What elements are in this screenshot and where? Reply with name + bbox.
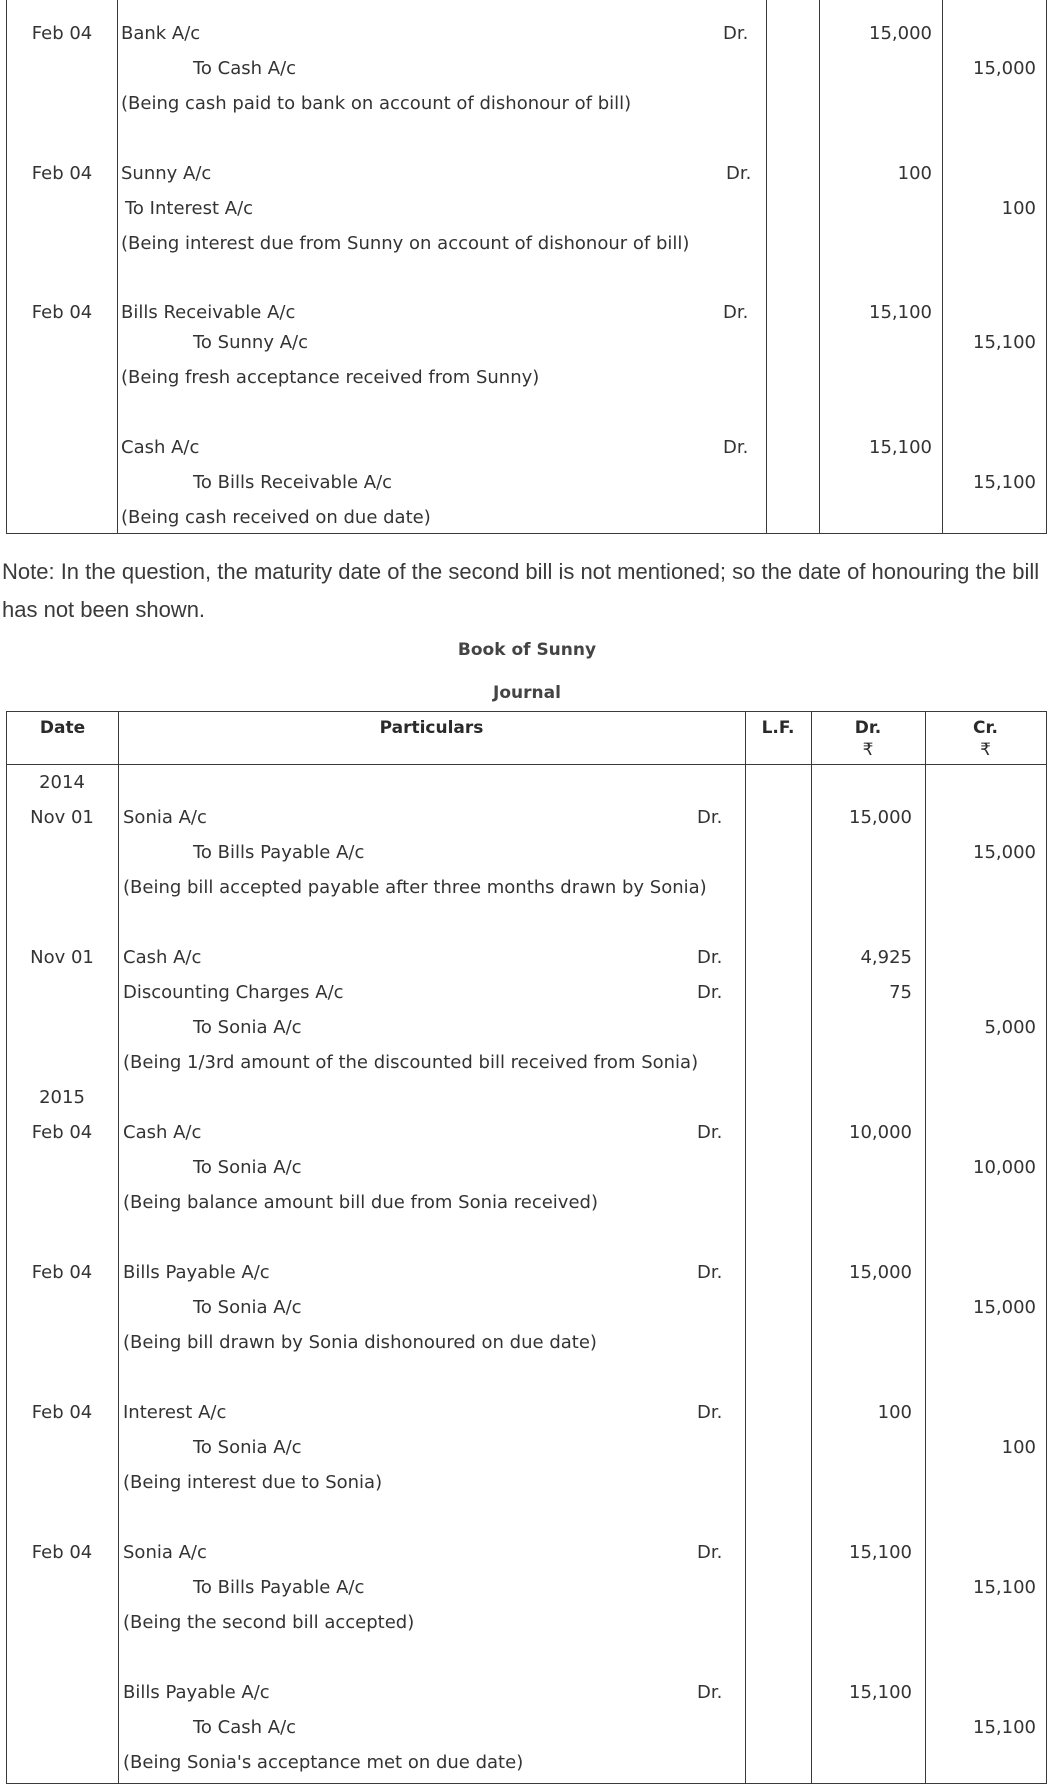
credit-account: To Sonia A/c [193,1437,302,1458]
entry-date: Feb 04 [31,1262,93,1283]
credit-amount: 15,100 [973,332,1036,353]
credit-amount: 15,000 [973,842,1036,863]
debit-account: Bank A/c [121,23,201,44]
header-lf: L.F. [761,718,795,738]
narration: (Being cash paid to bank on account of dishonour of bill) [121,93,632,114]
column-divider [942,0,943,533]
credit-account: To Sonia A/c [193,1297,302,1318]
dr-mark: Dr. [697,1122,723,1143]
credit-account: To Bills Payable A/c [193,1577,365,1598]
debit-amount: 100 [897,163,932,184]
credit-amount: 100 [1001,198,1036,219]
entry-date: Feb 04 [31,163,93,184]
narration: (Being the second bill accepted) [123,1612,415,1633]
debit-account: Sonia A/c [123,1542,207,1563]
debit-amount: 15,000 [849,1262,912,1283]
dr-mark: Dr. [723,302,749,323]
column-divider [766,0,767,533]
credit-amount: 15,100 [973,472,1036,493]
column-divider [811,712,812,1783]
narration: (Being 1/3rd amount of the discounted bill received from Sonia) [123,1052,699,1073]
narration: (Being Sonia's acceptance met on due date) [123,1752,524,1773]
credit-account: To Sonia A/c [193,1157,302,1178]
credit-amount: 15,100 [973,1577,1036,1598]
debit-amount: 75 [889,982,912,1003]
debit-amount: 15,000 [849,807,912,828]
header-dr-currency: ₹ [862,740,874,760]
debit-amount: 15,100 [869,302,932,323]
dr-mark: Dr. [697,982,723,1003]
note-text: Note: In the question, the maturity date of the second bill is not mentioned; so the date of honouring the bill has not been shown. [2,559,1040,622]
journal-title: Journal [493,683,561,703]
year-label: 2015 [39,1087,85,1108]
journal-table-continued [6,0,1047,534]
narration: (Being bill accepted payable after three months drawn by Sonia) [123,877,707,898]
dr-mark: Dr. [723,23,749,44]
dr-mark: Dr. [697,947,723,968]
narration: (Being bill drawn by Sonia dishonoured on due date) [123,1332,597,1353]
narration: (Being balance amount bill due from Sonia received) [123,1192,598,1213]
credit-amount: 10,000 [973,1157,1036,1178]
column-divider [117,0,118,533]
debit-amount: 15,100 [849,1542,912,1563]
dr-mark: Dr. [723,437,749,458]
debit-account: Cash A/c [123,947,202,968]
dr-mark: Dr. [697,1542,723,1563]
credit-account: To Sunny A/c [193,332,308,353]
dr-mark: Dr. [726,163,752,184]
debit-amount: 15,100 [849,1682,912,1703]
dr-mark: Dr. [697,1262,723,1283]
credit-account: To Cash A/c [193,58,297,79]
debit-account: Cash A/c [121,437,200,458]
header-dr: Dr. [854,718,882,738]
entry-date: Nov 01 [30,807,94,828]
column-divider [925,712,926,1783]
credit-account: To Bills Receivable A/c [193,472,393,493]
header-particulars: Particulars [379,718,484,738]
header-divider [7,764,1046,765]
debit-account: Discounting Charges A/c [123,982,344,1003]
credit-account: To Bills Payable A/c [193,842,365,863]
credit-amount: 5,000 [984,1017,1036,1038]
dr-mark: Dr. [697,1402,723,1423]
debit-amount: 10,000 [849,1122,912,1143]
dr-mark: Dr. [697,1682,723,1703]
credit-amount: 15,000 [973,58,1036,79]
debit-account: Bills Receivable A/c [121,302,296,323]
credit-account: To Cash A/c [193,1717,297,1738]
entry-date: Feb 04 [31,1402,93,1423]
column-divider [819,0,820,533]
debit-account: Sunny A/c [121,163,212,184]
credit-account: To Interest A/c [125,198,254,219]
header-date: Date [39,718,86,738]
credit-amount: 15,100 [973,1717,1036,1738]
entry-date: Feb 04 [31,23,93,44]
entry-date: Nov 01 [30,947,94,968]
narration: (Being fresh acceptance received from Sunny) [121,367,540,388]
narration: (Being interest due from Sunny on account of dishonour of bill) [121,233,690,254]
debit-amount: 15,100 [869,437,932,458]
column-divider [118,712,119,1783]
book-title: Book of Sunny [457,640,597,660]
entry-date: Feb 04 [31,1122,93,1143]
debit-amount: 4,925 [860,947,912,968]
column-divider [745,712,746,1783]
journal-table [6,711,1047,1784]
debit-amount: 100 [877,1402,912,1423]
year-label: 2014 [39,772,85,793]
debit-amount: 15,000 [869,23,932,44]
header-cr: Cr. [973,718,998,738]
entry-date: Feb 04 [31,302,93,323]
header-cr-currency: ₹ [980,740,991,760]
debit-account: Cash A/c [123,1122,202,1143]
credit-account: To Sonia A/c [193,1017,302,1038]
debit-account: Bills Payable A/c [123,1262,270,1283]
dr-mark: Dr. [697,807,723,828]
debit-account: Interest A/c [123,1402,227,1423]
credit-amount: 100 [1001,1437,1036,1458]
debit-account: Bills Payable A/c [123,1682,270,1703]
entry-date: Feb 04 [31,1542,93,1563]
debit-account: Sonia A/c [123,807,207,828]
narration: (Being cash received on due date) [121,507,431,528]
narration: (Being interest due to Sonia) [123,1472,383,1493]
credit-amount: 15,000 [973,1297,1036,1318]
